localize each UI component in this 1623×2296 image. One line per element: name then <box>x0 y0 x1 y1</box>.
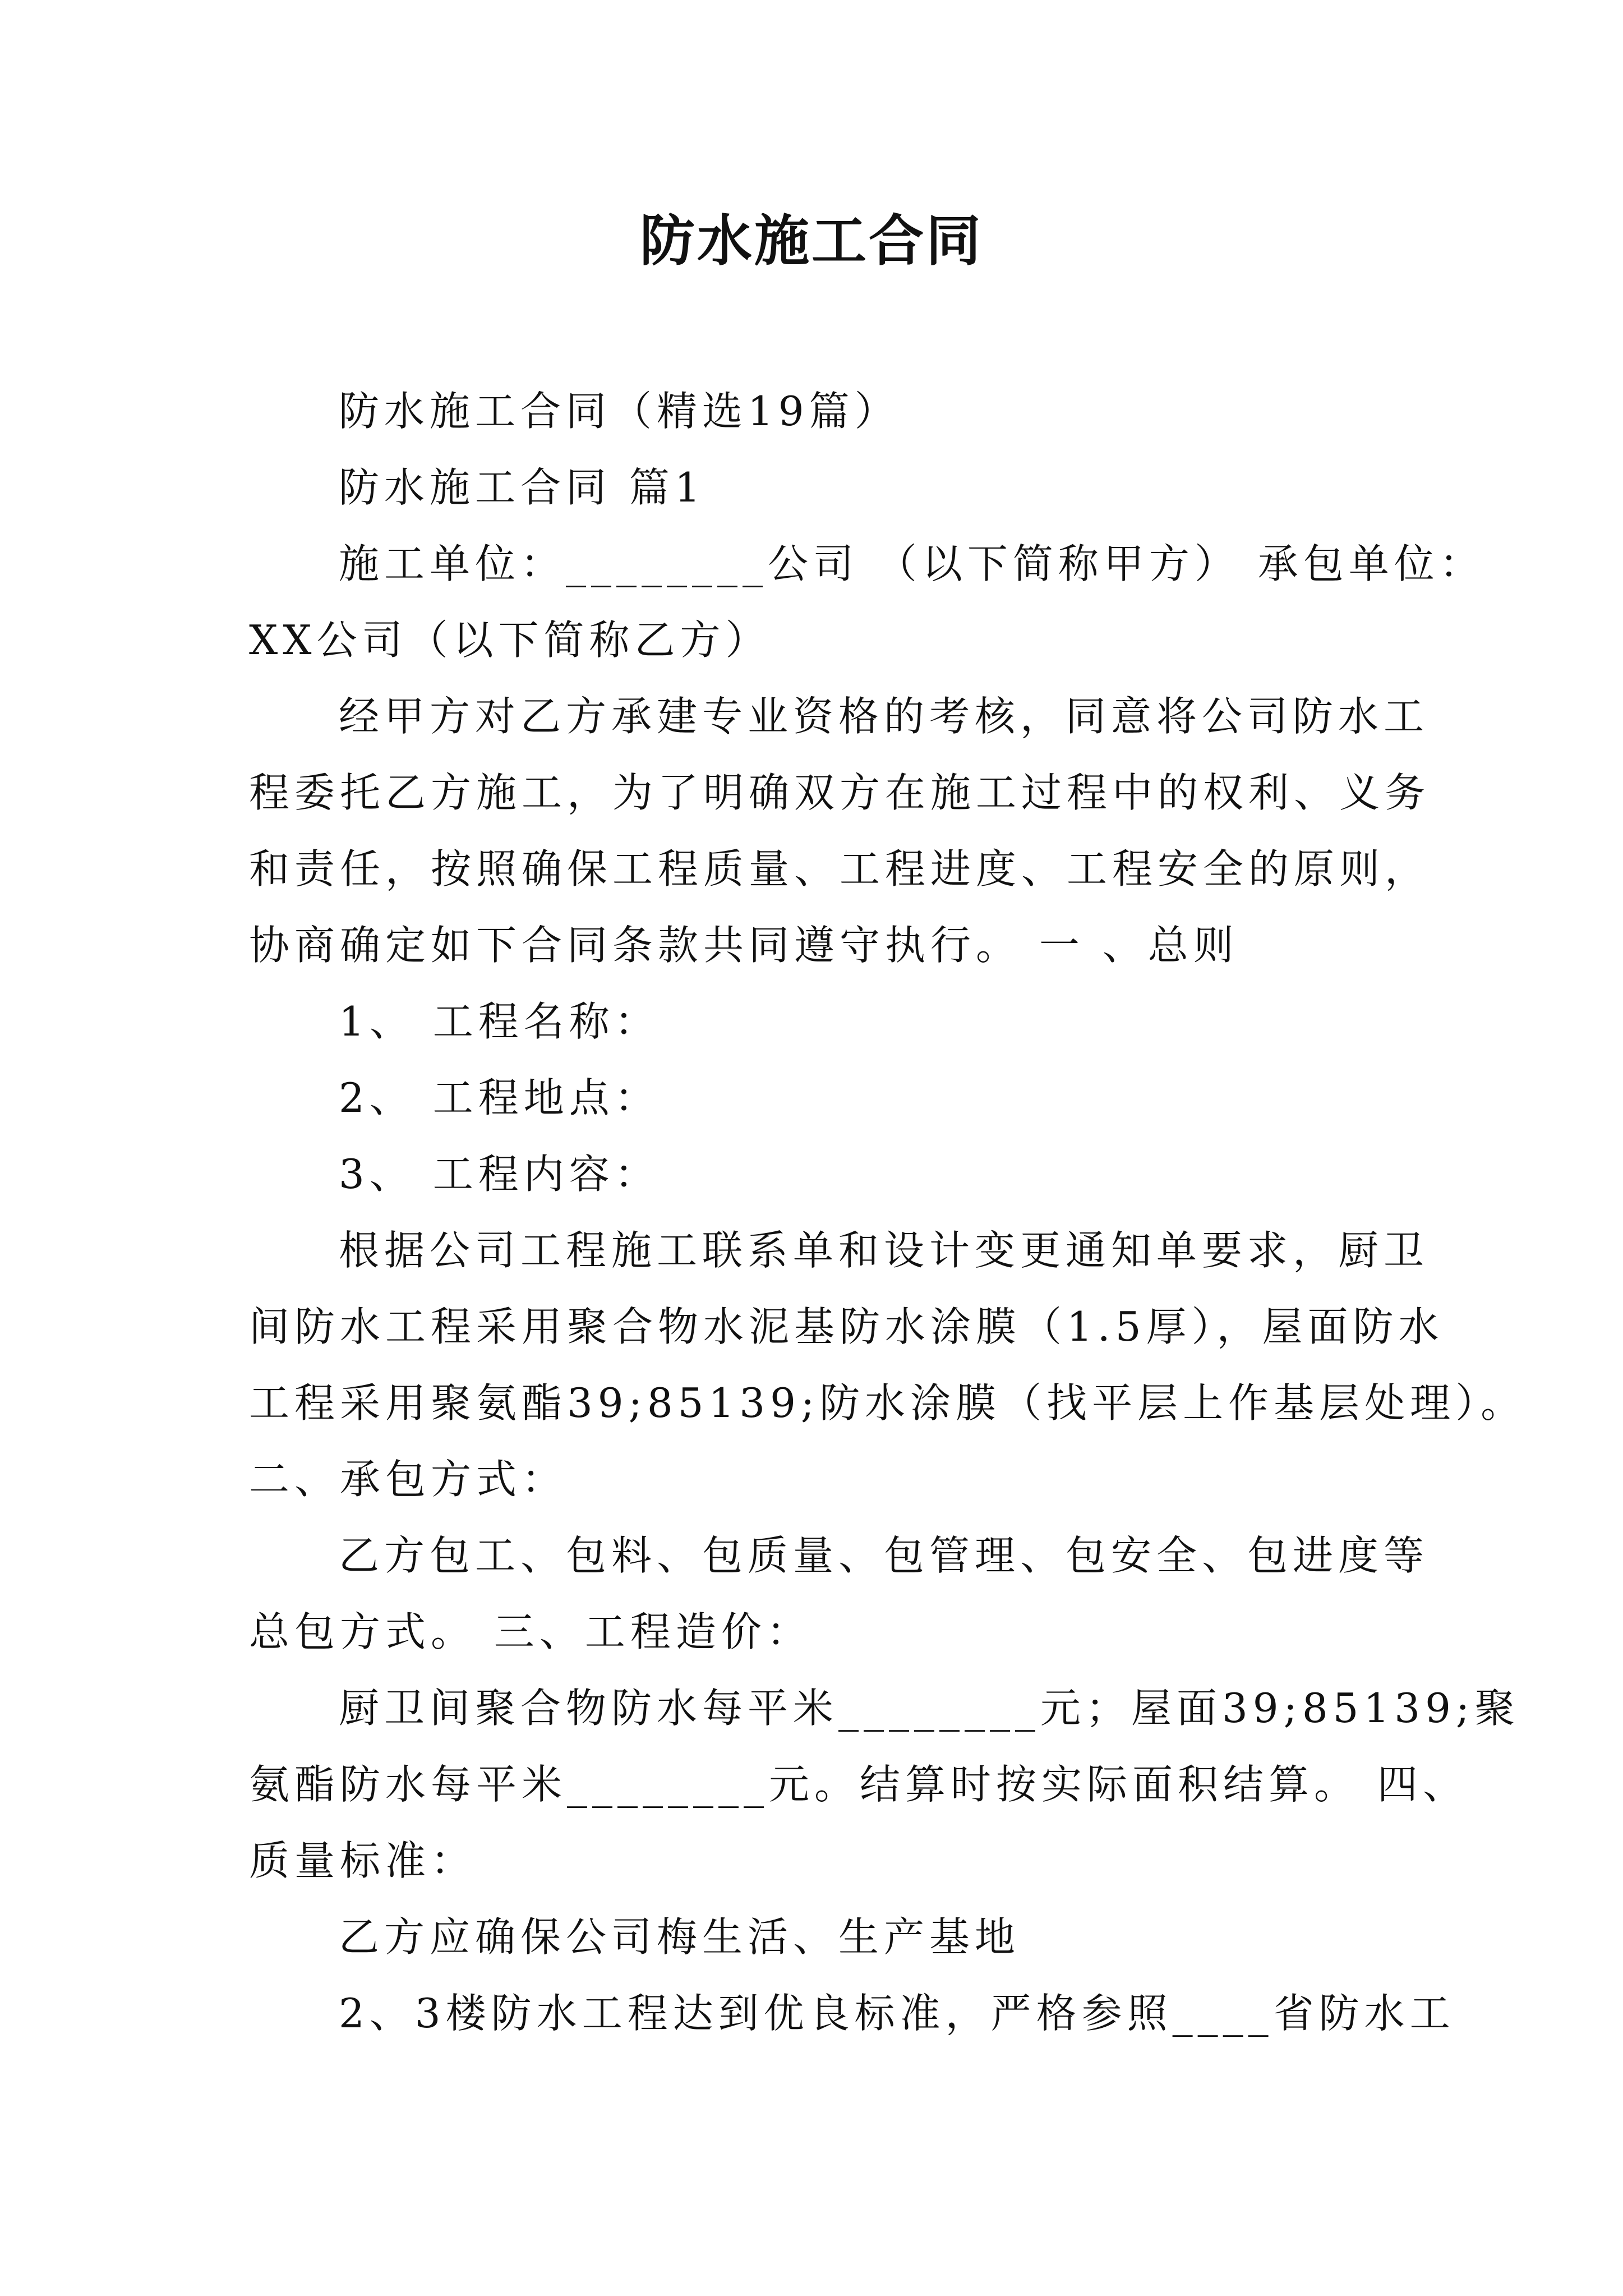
paragraph-line: 工程采用聚氨酯39;85139;防水涂膜（找平层上作基层处理）。 <box>249 1379 1527 1427</box>
paragraph-line: 二、承包方式： <box>249 1456 568 1503</box>
paragraph-line: 和责任，按照确保工程质量、工程进度、工程安全的原则， <box>249 845 1431 892</box>
paragraph-line: 氨酯防水每平米________元。结算时按实际面积结算。 四、 <box>249 1761 1468 1808</box>
paragraph-line: 1、 工程名称： <box>339 998 660 1045</box>
paragraph-line: 总包方式。 三、工程造价： <box>249 1608 812 1655</box>
paragraph-line: 3、 工程内容： <box>339 1151 660 1198</box>
paragraph-line: 经甲方对乙方承建专业资格的考核，同意将公司防水工 <box>339 693 1430 740</box>
paragraph-line: 根据公司工程施工联系单和设计变更通知单要求，厨卫 <box>339 1227 1430 1274</box>
paragraph-line: 2、3楼防水工程达到优良标准，严格参照____省防水工 <box>339 1990 1455 2037</box>
paragraph-line: 质量标准： <box>249 1837 477 1884</box>
paragraph-line: 乙方包工、包料、包质量、包管理、包安全、包进度等 <box>339 1532 1430 1579</box>
paragraph-line: 防水施工合同（精选19篇） <box>339 388 900 435</box>
paragraph-line: XX公司（以下简称乙方） <box>249 616 771 664</box>
paragraph-line: 间防水工程采用聚合物水泥基防水涂膜（1.5厚），屋面防水 <box>249 1303 1444 1350</box>
document-body <box>249 373 1527 2051</box>
paragraph-line: 协商确定如下合同条款共同遵守执行。 一 、总则 <box>249 922 1239 969</box>
paragraph-line: 厨卫间聚合物防水每平米________元；屋面39;85139;聚 <box>339 1685 1520 1732</box>
paragraph-line: 2、 工程地点： <box>339 1074 660 1121</box>
paragraph-line: 施工单位：________公司 （以下简称甲方） 承包单位： <box>339 540 1485 587</box>
paragraph-line: 防水施工合同 篇1 <box>339 464 706 511</box>
document-title: 防水施工合同 <box>639 209 983 273</box>
paragraph-line: 程委托乙方施工，为了明确双方在施工过程中的权利、义务 <box>249 769 1431 816</box>
paragraph-line: 乙方应确保公司梅生活、生产基地 <box>339 1913 1021 1961</box>
